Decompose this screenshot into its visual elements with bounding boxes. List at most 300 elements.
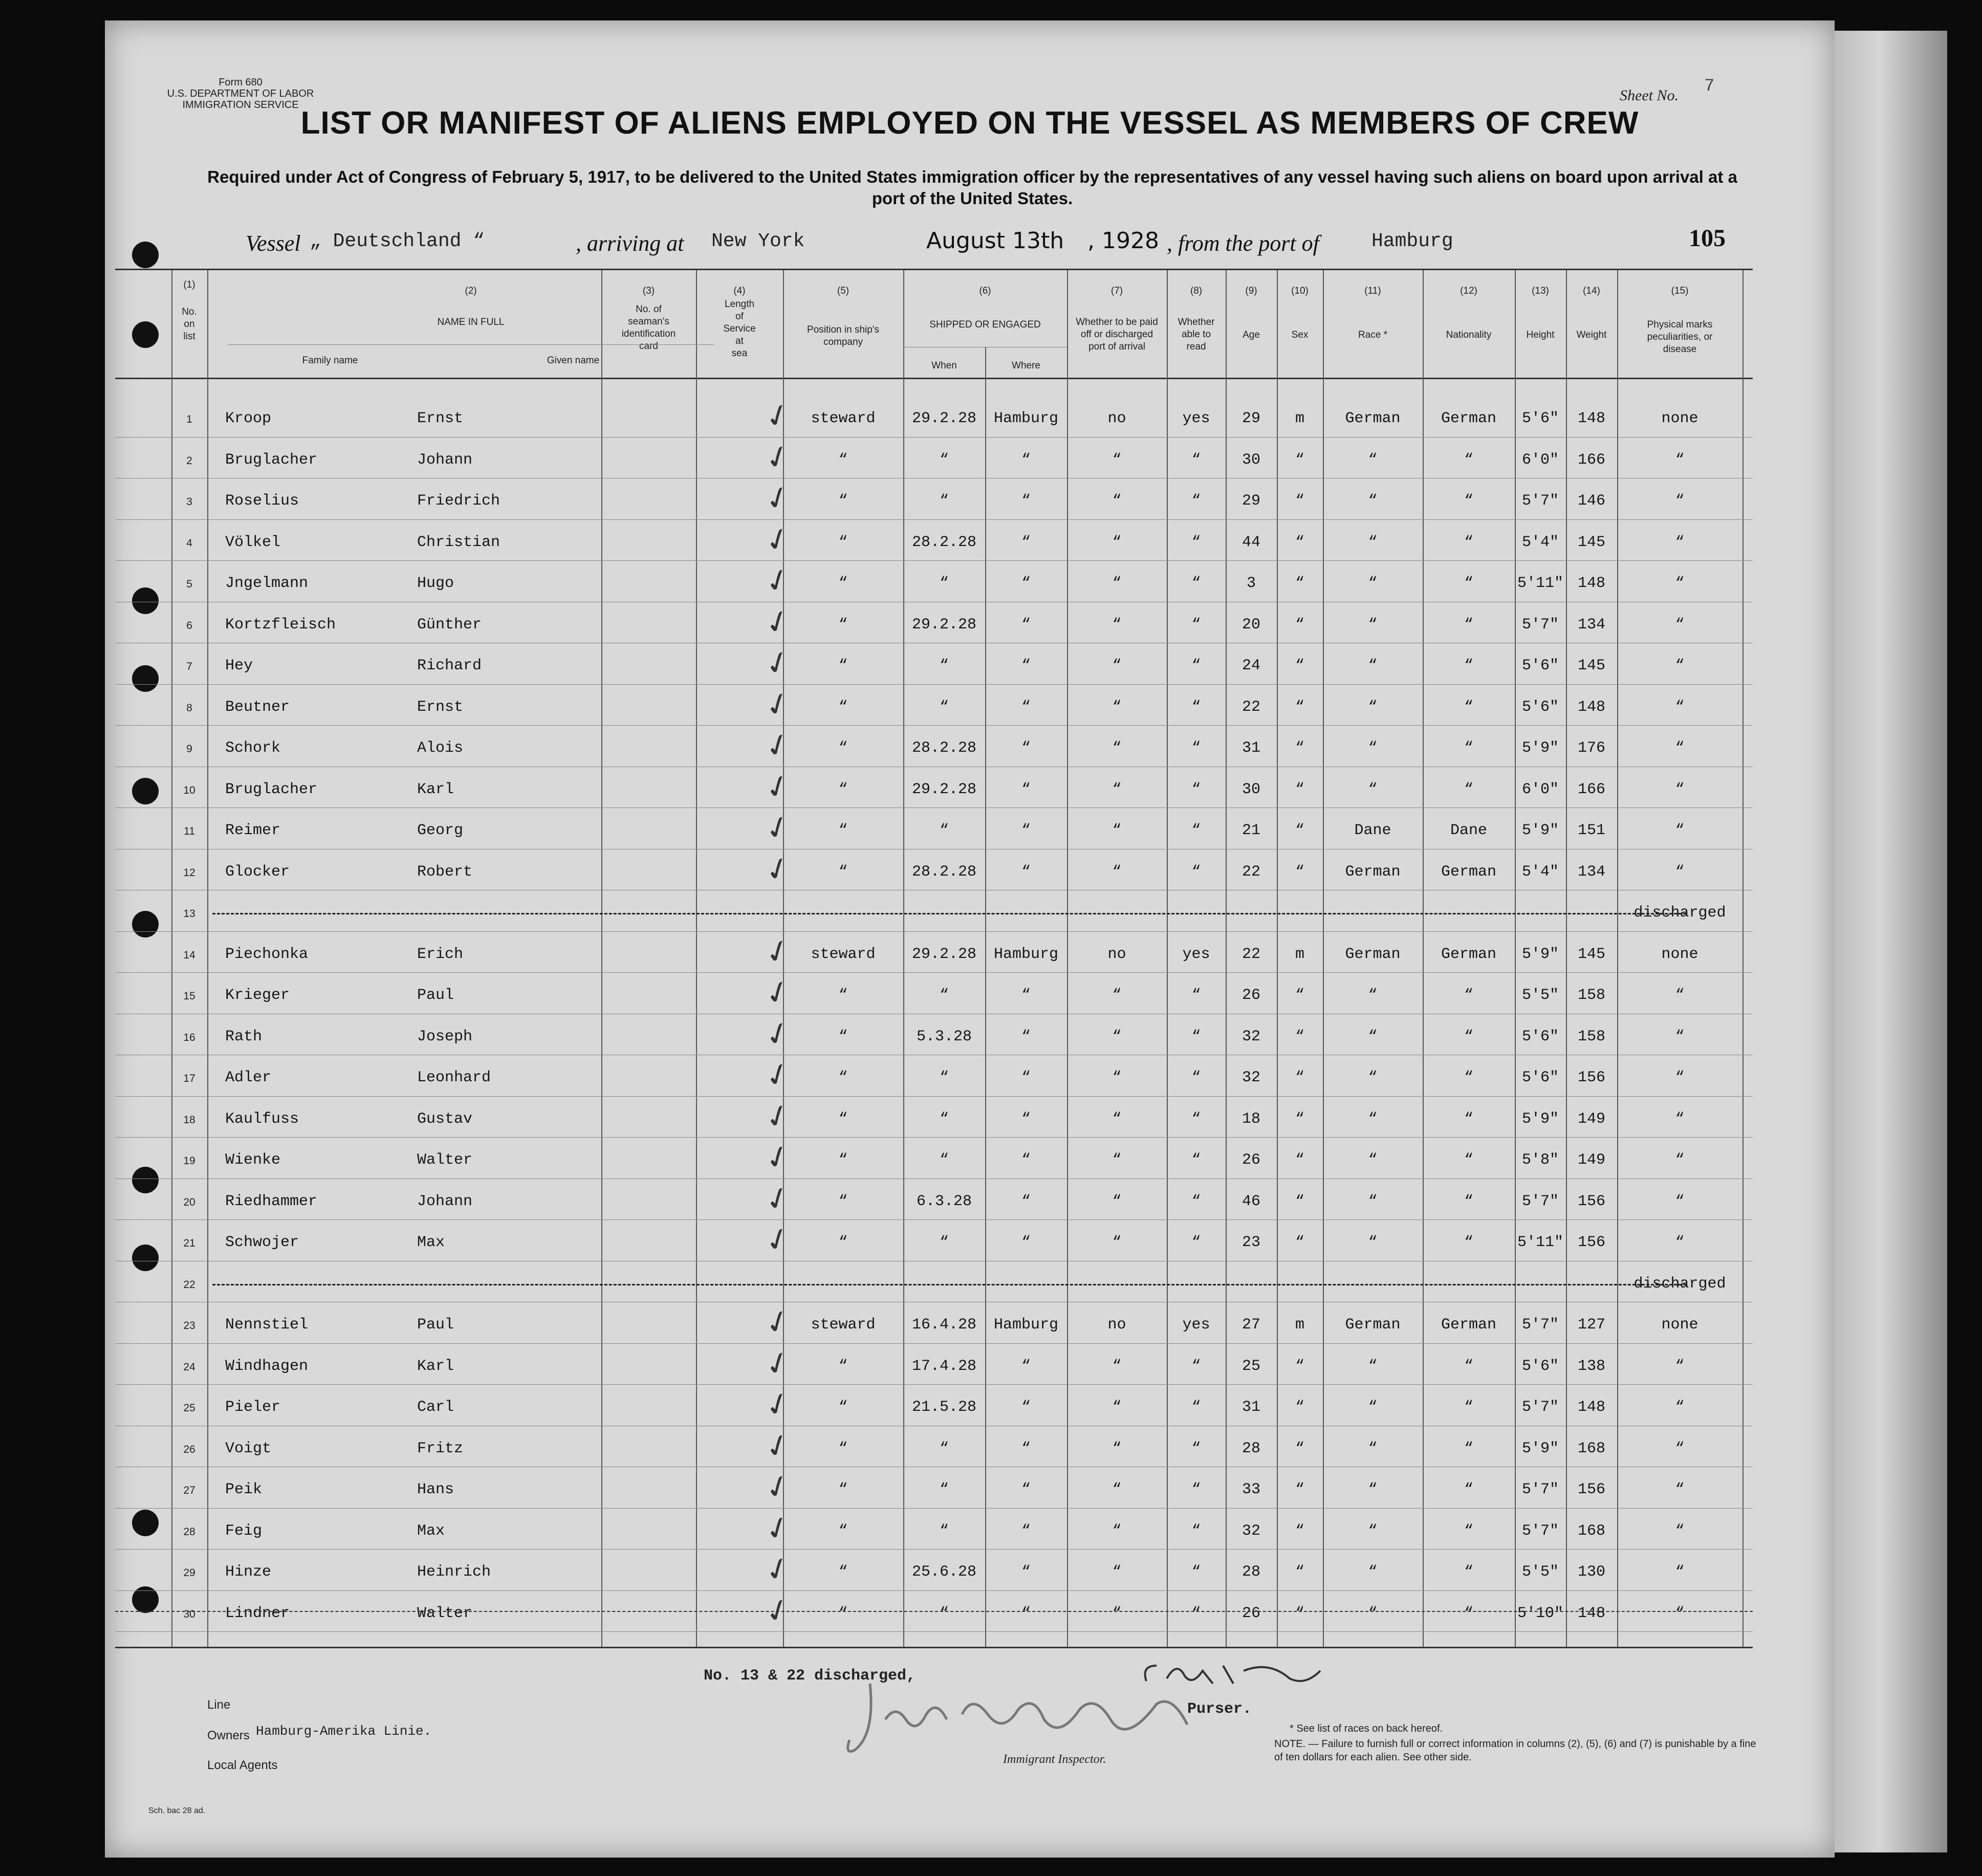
row-number: 13 xyxy=(183,908,195,920)
cell-pos: “ xyxy=(838,657,848,674)
cell-family: Feig xyxy=(225,1522,263,1540)
row-number: 19 xyxy=(183,1155,195,1167)
cell-sex: “ xyxy=(1295,1069,1304,1086)
cell-weight: 148 xyxy=(1577,575,1605,592)
cell-when: 5.3.28 xyxy=(916,1028,972,1045)
cell-family: Windhagen xyxy=(225,1357,309,1375)
col-4-number: (4) xyxy=(733,286,746,296)
cell-sex: “ xyxy=(1295,780,1304,798)
struck-row-line xyxy=(212,1284,1686,1285)
cell-family: Peik xyxy=(225,1481,263,1498)
cell-age: 24 xyxy=(1242,657,1260,674)
col-14-number: (14) xyxy=(1583,286,1600,296)
cell-where: “ xyxy=(1021,533,1031,551)
cell-family: Beutner xyxy=(225,698,290,716)
check-mark-icon: ✓ xyxy=(759,642,796,685)
cell-pos: “ xyxy=(838,780,848,798)
cell-given: Richard xyxy=(417,657,482,674)
cell-paid: “ xyxy=(1112,1563,1122,1581)
cell-weight: 134 xyxy=(1577,616,1605,634)
cell-sex: “ xyxy=(1295,698,1304,716)
cell-family: Hinze xyxy=(225,1563,272,1581)
cell-height: 5'7" xyxy=(1521,1399,1559,1416)
row-number: 17 xyxy=(183,1073,195,1084)
cell-where: “ xyxy=(1021,1192,1031,1210)
cell-when: “ xyxy=(939,1522,949,1540)
binder-hole xyxy=(132,242,159,268)
cell-family: Schwojer xyxy=(225,1234,299,1251)
row-number: 30 xyxy=(183,1608,195,1620)
cell-marks: “ xyxy=(1675,1028,1685,1045)
cell-when: 29.2.28 xyxy=(911,616,977,634)
cell-when: 29.2.28 xyxy=(911,945,977,963)
cell-where: “ xyxy=(1021,1151,1031,1169)
cell-sex: “ xyxy=(1295,616,1304,634)
cell-read: “ xyxy=(1191,1563,1201,1581)
cell-weight: 148 xyxy=(1577,698,1605,716)
cell-paid: “ xyxy=(1112,1357,1122,1375)
cell-age: 30 xyxy=(1242,780,1260,798)
cell-nat: German xyxy=(1441,410,1497,427)
cell-weight: 158 xyxy=(1577,1028,1605,1045)
cell-pos: “ xyxy=(838,987,848,1004)
column-rule xyxy=(696,270,697,1647)
cell-age: 26 xyxy=(1242,987,1260,1004)
inspector-label: Immigrant Inspector. xyxy=(1003,1753,1106,1766)
cell-race: “ xyxy=(1368,533,1378,551)
row-number: 27 xyxy=(183,1485,195,1496)
print-reference: Sch. bac 28 ad. xyxy=(148,1806,206,1815)
cell-where: “ xyxy=(1021,451,1031,469)
cell-family: Völkel xyxy=(225,533,281,551)
cell-marks: “ xyxy=(1675,657,1685,674)
col-2-number: (2) xyxy=(465,286,477,296)
col-14-label: Weight xyxy=(1576,330,1607,340)
cell-family: Bruglacher xyxy=(225,780,318,798)
sheet-number-label: Sheet No. xyxy=(1620,87,1679,104)
cell-given: Hugo xyxy=(417,575,454,592)
cell-pos: “ xyxy=(838,698,848,716)
cell-age: 22 xyxy=(1242,945,1260,963)
cell-pos: “ xyxy=(838,1069,848,1086)
races-note: * See list of races on back hereof. xyxy=(1290,1723,1443,1734)
cell-marks: “ xyxy=(1675,1110,1685,1128)
cell-when: “ xyxy=(939,657,949,674)
cell-weight: 166 xyxy=(1577,451,1605,469)
cell-paid: “ xyxy=(1112,1234,1122,1251)
cell-read: “ xyxy=(1191,616,1201,634)
cell-race: German xyxy=(1345,1316,1401,1334)
cell-age: 32 xyxy=(1242,1028,1260,1045)
cell-sex: “ xyxy=(1295,822,1304,839)
cell-height: 5'9" xyxy=(1521,739,1559,757)
cell-given: Hans xyxy=(417,1481,454,1498)
col-15-label: Physical marks peculiarities, or disease xyxy=(1647,319,1713,355)
cell-sex: “ xyxy=(1295,1192,1304,1210)
check-mark-icon: ✓ xyxy=(759,1095,796,1138)
cell-race: “ xyxy=(1368,1522,1378,1540)
cell-height: 5'10" xyxy=(1517,1604,1563,1622)
cell-paid: “ xyxy=(1112,657,1122,674)
cell-where: “ xyxy=(1021,492,1031,510)
cell-age: 31 xyxy=(1242,1399,1260,1416)
cell-race: “ xyxy=(1368,1604,1378,1622)
cell-race: German xyxy=(1345,863,1401,881)
col-7-label: Whether to be paid off or discharged port of arrival xyxy=(1076,317,1158,352)
cell-marks: “ xyxy=(1675,780,1685,798)
check-mark-icon: ✓ xyxy=(759,1548,796,1591)
cell-race: “ xyxy=(1368,1439,1378,1457)
col-3-number: (3) xyxy=(642,286,655,296)
cell-sex: “ xyxy=(1295,1028,1304,1045)
cell-paid: “ xyxy=(1112,1522,1122,1540)
cell-marks: “ xyxy=(1675,1399,1685,1416)
cell-height: 5'6" xyxy=(1521,410,1559,427)
check-mark-icon: ✓ xyxy=(759,395,796,438)
column-rule xyxy=(601,270,602,1647)
cell-age: 26 xyxy=(1242,1604,1260,1622)
row-number: 3 xyxy=(186,496,192,508)
cell-where: “ xyxy=(1021,1439,1031,1457)
cell-age: 22 xyxy=(1242,698,1260,716)
cell-where: “ xyxy=(1021,616,1031,634)
cell-nat: “ xyxy=(1464,1110,1473,1128)
cell-marks: “ xyxy=(1675,451,1685,469)
cell-where: “ xyxy=(1021,780,1031,798)
cell-age: 20 xyxy=(1242,616,1260,634)
row-rule xyxy=(115,725,1753,726)
cell-age: 31 xyxy=(1242,739,1260,757)
cell-given: Ernst xyxy=(417,698,464,716)
cell-read: yes xyxy=(1182,945,1210,963)
cell-age: 28 xyxy=(1242,1439,1260,1457)
cell-marks: “ xyxy=(1675,739,1685,757)
cell-nat: “ xyxy=(1464,1481,1473,1498)
cell-age: 26 xyxy=(1242,1151,1260,1169)
row-number: 11 xyxy=(184,825,195,837)
cell-family: Roselius xyxy=(225,492,299,510)
cell-height: 5'7" xyxy=(1521,492,1559,510)
cell-nat: German xyxy=(1441,1316,1497,1334)
cell-given: Gustav xyxy=(417,1110,473,1128)
cell-where: “ xyxy=(1021,1357,1031,1375)
cell-when: 6.3.28 xyxy=(916,1192,972,1210)
cell-height: 5'11" xyxy=(1517,1234,1563,1251)
cell-weight: 146 xyxy=(1577,492,1605,510)
cell-race: “ xyxy=(1368,1481,1378,1498)
cell-nat: “ xyxy=(1464,1028,1473,1045)
cell-where: “ xyxy=(1021,1604,1031,1622)
cell-read: “ xyxy=(1191,575,1201,592)
col-2-family: Family name xyxy=(302,355,358,366)
cell-weight: 156 xyxy=(1577,1069,1605,1086)
cell-height: 5'5" xyxy=(1521,1563,1559,1581)
page-title: LIST OR MANIFEST OF ALIENS EMPLOYED ON THE VESSEL AS MEMBERS OF CREW xyxy=(300,105,1639,141)
col-6-when: When xyxy=(931,360,957,371)
cell-weight: 156 xyxy=(1577,1192,1605,1210)
cell-nat: “ xyxy=(1464,451,1473,469)
cell-marks: “ xyxy=(1675,1563,1685,1581)
cell-pos: “ xyxy=(838,863,848,881)
cell-read: “ xyxy=(1191,1069,1201,1086)
cell-given: Walter xyxy=(417,1151,473,1169)
cell-race: “ xyxy=(1368,1399,1378,1416)
row-number: 2 xyxy=(186,454,192,467)
cell-nat: “ xyxy=(1464,616,1473,634)
cell-race: “ xyxy=(1368,780,1378,798)
check-mark-icon: ✓ xyxy=(759,1383,796,1426)
row-rule xyxy=(115,931,1753,932)
cell-sex: “ xyxy=(1295,987,1304,1004)
col-13-label: Height xyxy=(1526,330,1555,340)
cell-paid: “ xyxy=(1112,863,1122,881)
row-rule xyxy=(115,1384,1753,1385)
cell-sex: “ xyxy=(1295,1357,1304,1375)
inspector-signature xyxy=(839,1673,1197,1760)
cell-given: Georg xyxy=(417,822,464,839)
cell-race: Dane xyxy=(1354,822,1391,839)
cell-marks: “ xyxy=(1675,1234,1685,1251)
cell-pos: “ xyxy=(838,1357,848,1375)
cell-weight: 148 xyxy=(1577,1399,1605,1416)
cell-given: Paul xyxy=(417,987,454,1004)
cell-sex: “ xyxy=(1295,575,1304,592)
sheet-count: 105 xyxy=(1689,225,1726,252)
cell-given: Karl xyxy=(417,1357,454,1375)
check-mark-icon: ✓ xyxy=(759,1218,796,1261)
cell-height: 5'7" xyxy=(1521,1481,1559,1498)
cell-read: “ xyxy=(1191,1110,1201,1128)
cell-nat: “ xyxy=(1464,1357,1473,1375)
cell-race: “ xyxy=(1368,575,1378,592)
cell-paid: “ xyxy=(1112,1399,1122,1416)
cell-nat: “ xyxy=(1464,780,1473,798)
cell-age: 23 xyxy=(1242,1234,1260,1251)
column-rule xyxy=(207,270,208,1647)
cell-family: Schork xyxy=(225,739,281,757)
cell-when: “ xyxy=(939,492,949,510)
check-mark-icon: ✓ xyxy=(759,930,796,973)
cell-weight: 168 xyxy=(1577,1439,1605,1457)
cell-height: 5'7" xyxy=(1521,1522,1559,1540)
cell-when: 28.2.28 xyxy=(911,863,977,881)
arrival-date: August 13th xyxy=(926,228,1064,254)
check-mark-icon: ✓ xyxy=(759,806,796,849)
cell-sex: “ xyxy=(1295,1522,1304,1540)
row-number: 10 xyxy=(183,784,195,796)
cell-given: Joseph xyxy=(417,1028,473,1045)
cell-weight: 158 xyxy=(1577,987,1605,1004)
cell-height: 5'6" xyxy=(1521,1069,1559,1086)
cell-read: yes xyxy=(1182,1316,1210,1334)
cell-paid: no xyxy=(1107,1316,1126,1334)
cell-where: “ xyxy=(1021,1110,1031,1128)
col-11-number: (11) xyxy=(1364,286,1381,296)
cell-height: 5'6" xyxy=(1521,1357,1559,1375)
col-15-number: (15) xyxy=(1671,286,1689,296)
cell-height: 5'8" xyxy=(1521,1151,1559,1169)
cell-nat: “ xyxy=(1464,1522,1473,1540)
cell-race: “ xyxy=(1368,1234,1378,1251)
cell-paid: “ xyxy=(1112,533,1122,551)
cell-paid: “ xyxy=(1112,616,1122,634)
page-subtitle: Required under Act of Congress of February 5, 1917, to be delivered to the United States immigration officer by the representatives of any vessel having such aliens on board upon arrival at a port of the United States. xyxy=(207,167,1737,208)
cell-pos: “ xyxy=(838,1234,848,1251)
cell-where: Hamburg xyxy=(993,1316,1059,1334)
row-rule xyxy=(115,684,1753,685)
cell-height: 5'7" xyxy=(1521,1192,1559,1210)
cell-pos: “ xyxy=(838,575,848,592)
col-12-label: Nationality xyxy=(1446,330,1492,340)
row-number: 21 xyxy=(183,1237,195,1249)
row-number: 29 xyxy=(183,1567,195,1579)
cell-pos: “ xyxy=(838,822,848,839)
column-rule xyxy=(171,270,172,1647)
cell-family: Riedhammer xyxy=(225,1192,318,1210)
discharged-note: No. 13 & 22 discharged, xyxy=(704,1667,916,1685)
col-2-given: Given name xyxy=(547,355,600,366)
cell-weight: 149 xyxy=(1577,1151,1605,1169)
cell-where: “ xyxy=(1021,863,1031,881)
cell-nat: “ xyxy=(1464,1151,1473,1169)
column-rule xyxy=(1743,270,1744,1647)
cell-sex: “ xyxy=(1295,657,1304,674)
cell-where: “ xyxy=(1021,822,1031,839)
cell-height: 5'9" xyxy=(1521,1439,1559,1457)
cell-weight: 151 xyxy=(1577,822,1605,839)
col-4-label: Length of Service at sea xyxy=(723,299,756,359)
cell-nat: German xyxy=(1441,945,1497,963)
cell-sex: “ xyxy=(1295,451,1304,469)
cell-paid: “ xyxy=(1112,698,1122,716)
cell-age: 18 xyxy=(1242,1110,1260,1128)
cell-height: 5'4" xyxy=(1521,533,1559,551)
fine-note: NOTE. — Failure to furnish full or correct information in columns (2), (5), (6) and (7) is punishable by a fine of ten dollars for each alien. See other side. xyxy=(1274,1738,1756,1763)
row-number: 22 xyxy=(183,1278,195,1291)
cell-given: Max xyxy=(417,1234,445,1251)
cell-when: 29.2.28 xyxy=(911,410,977,427)
cell-where: “ xyxy=(1021,698,1031,716)
cell-age: 27 xyxy=(1242,1316,1260,1334)
local-agents-label: Local Agents xyxy=(207,1758,278,1772)
cell-nat: “ xyxy=(1464,1563,1473,1581)
cell-pos: “ xyxy=(838,1522,848,1540)
departure-port: Hamburg xyxy=(1371,230,1453,252)
cell-family: Krieger xyxy=(225,987,290,1004)
cell-marks: “ xyxy=(1675,863,1685,881)
cell-marks: none xyxy=(1661,1316,1698,1334)
row-number: 14 xyxy=(183,949,195,961)
row-number: 16 xyxy=(183,1031,195,1043)
cell-paid: “ xyxy=(1112,451,1122,469)
row-rule xyxy=(115,519,1753,520)
cell-age: 32 xyxy=(1242,1069,1260,1086)
col-10-label: Sex xyxy=(1291,330,1309,340)
cell-marks: “ xyxy=(1675,1522,1685,1540)
cell-read: “ xyxy=(1191,739,1201,757)
row-number: 28 xyxy=(183,1525,195,1538)
cell-given: Ernst xyxy=(417,410,464,427)
cell-marks: none xyxy=(1661,945,1698,963)
cell-height: 5'5" xyxy=(1521,987,1559,1004)
form-reference: Form 680 U.S. DEPARTMENT OF LABOR IMMIGRATION SERVICE xyxy=(167,77,314,111)
cell-pos: “ xyxy=(838,492,848,510)
cell-weight: 166 xyxy=(1577,780,1605,798)
col-6-number: (6) xyxy=(979,286,991,296)
cell-weight: 148 xyxy=(1577,1604,1605,1622)
cell-family: Rath xyxy=(225,1028,263,1045)
cell-given: Johann xyxy=(417,451,473,469)
cell-sex: m xyxy=(1295,945,1304,963)
cell-pos: “ xyxy=(838,1481,848,1498)
col-5-label: Position in ship's company xyxy=(807,324,879,347)
row-number: 20 xyxy=(183,1196,195,1208)
cell-where: “ xyxy=(1021,1028,1031,1045)
cell-weight: 149 xyxy=(1577,1110,1605,1128)
cell-age: 46 xyxy=(1242,1192,1260,1210)
adjacent-page-edge xyxy=(1835,31,1947,1852)
cell-paid: “ xyxy=(1112,1481,1122,1498)
cell-nat: “ xyxy=(1464,492,1473,510)
cell-family: Kroop xyxy=(225,410,272,427)
cell-age: 32 xyxy=(1242,1522,1260,1540)
cell-when: “ xyxy=(939,1481,949,1498)
cell-marks: “ xyxy=(1675,575,1685,592)
col-8-label: Whether able to read xyxy=(1178,317,1215,352)
cell-pos: “ xyxy=(838,739,848,757)
cell-when: “ xyxy=(939,822,949,839)
check-mark-icon: ✓ xyxy=(759,683,796,726)
cell-age: 30 xyxy=(1242,451,1260,469)
col-1-number: (1) xyxy=(183,279,195,290)
cell-race: “ xyxy=(1368,987,1378,1004)
check-mark-icon: ✓ xyxy=(759,1301,796,1344)
cell-when: 17.4.28 xyxy=(911,1357,977,1375)
crew-table xyxy=(115,269,1753,1648)
check-mark-icon: ✓ xyxy=(759,766,796,808)
cell-family: Kortzfleisch xyxy=(225,616,336,634)
cell-nat: “ xyxy=(1464,1399,1473,1416)
row-rule xyxy=(115,1508,1753,1509)
col-13-number: (13) xyxy=(1532,286,1549,296)
cell-given: Robert xyxy=(417,863,473,881)
cell-height: 6'0" xyxy=(1521,780,1559,798)
cell-height: 5'7" xyxy=(1521,1316,1559,1334)
cell-race: “ xyxy=(1368,1069,1378,1086)
col-7-number: (7) xyxy=(1110,286,1123,296)
cell-weight: 134 xyxy=(1577,863,1605,881)
cell-weight: 130 xyxy=(1577,1563,1605,1581)
cell-race: “ xyxy=(1368,1357,1378,1375)
cell-sex: “ xyxy=(1295,533,1304,551)
cell-paid: “ xyxy=(1112,1069,1122,1086)
cell-marks: “ xyxy=(1675,987,1685,1004)
cell-given: Heinrich xyxy=(417,1563,491,1581)
cell-sex: “ xyxy=(1295,1234,1304,1251)
check-mark-icon: ✓ xyxy=(759,1342,796,1385)
col-6-where: Where xyxy=(1012,360,1040,371)
cell-height: 5'7" xyxy=(1521,616,1559,634)
cell-marks: “ xyxy=(1675,1481,1685,1498)
cell-where: “ xyxy=(1021,1481,1031,1498)
struck-row-line xyxy=(212,913,1686,914)
cell-sex: “ xyxy=(1295,1439,1304,1457)
check-mark-icon: ✓ xyxy=(759,1054,796,1097)
cell-age: 33 xyxy=(1242,1481,1260,1498)
cell-when: 21.5.28 xyxy=(911,1399,977,1416)
cell-pos: “ xyxy=(838,1110,848,1128)
cell-read: “ xyxy=(1191,1439,1201,1457)
